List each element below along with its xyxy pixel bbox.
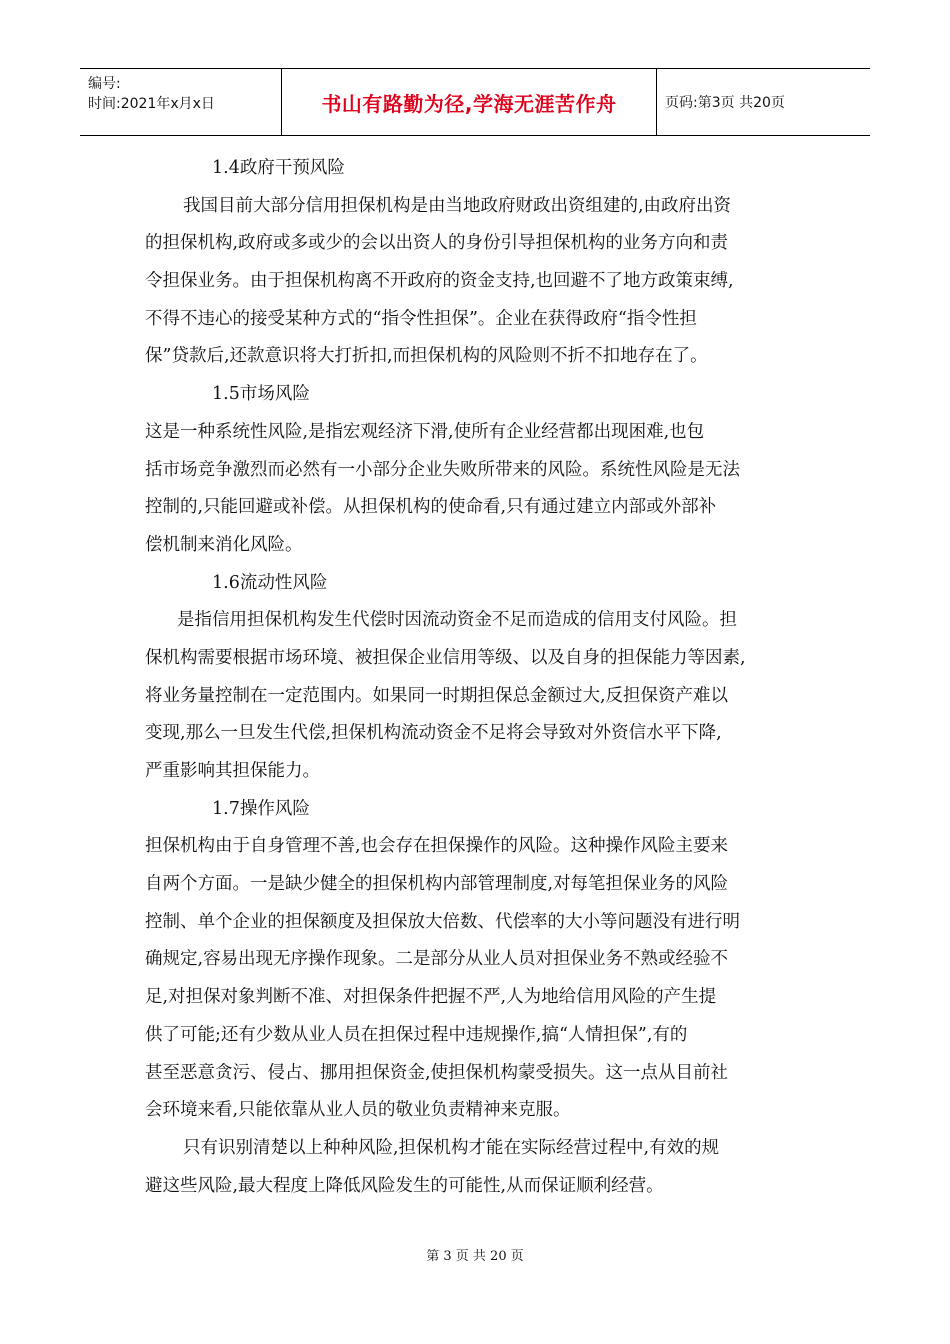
- paragraph-line: 供了可能;还有少数从业人员在担保过程中违规操作,搞“人情担保”,有的: [145, 1024, 688, 1045]
- header-table: [80, 68, 870, 136]
- paragraph-line: 变现,那么一旦发生代偿,担保机构流动资金不足将会导致对外资信水平下降,: [145, 723, 722, 744]
- section-heading: 1.7操作风险: [212, 798, 310, 819]
- header-info-cell: [80, 69, 282, 135]
- document-body: [145, 150, 805, 1205]
- section-heading: 1.6流动性风险: [212, 572, 328, 593]
- paragraph-line: 会环境来看,只能依靠从业人员的敬业负责精神来克服。: [145, 1100, 571, 1121]
- page-footer: 第 3 页 共 20 页: [426, 1249, 524, 1264]
- paragraph-line: 担保机构由于自身管理不善,也会存在担保操作的风险。这种操作风险主要来: [145, 836, 729, 857]
- section-heading: 1.5市场风险: [212, 384, 310, 405]
- paragraph-line: 保”贷款后,还款意识将大打折扣,而担保机构的风险则不折不扣地存在了。: [145, 346, 708, 367]
- paragraph-line: 控制、单个企业的担保额度及担保放大倍数、代偿率的大小等问题没有进行明: [145, 911, 740, 932]
- paragraph-line: 避这些风险,最大程度上降低风险发生的可能性,从而保证顺利经营。: [145, 1175, 664, 1196]
- paragraph-line: 足,对担保对象判断不准、对担保条件把握不严,人为地给信用风险的产生提: [145, 987, 717, 1008]
- paragraph-line: 将业务量控制在一定范围内。如果同一时期担保总金额过大,反担保资产难以: [145, 685, 729, 706]
- doc-number-label: 编号:: [88, 76, 121, 92]
- paragraph-line: 保机构需要根据市场环境、被担保企业信用等级、以及自身的担保能力等因素,: [145, 647, 746, 668]
- paragraph-line: 不得不违心的接受某种方式的“指令性担保”。企业在获得政府“指令性担: [145, 308, 697, 329]
- section-heading: 1.4政府干预风险: [212, 158, 345, 178]
- doc-date-label: 时间:2021年x月x日: [88, 96, 215, 112]
- paragraph-line: 我国目前大部分信用担保机构是由当地政府财政出资组建的,由政府出资: [183, 195, 732, 216]
- paragraph-line: 自两个方面。一是缺少健全的担保机构内部管理制度,对每笔担保业务的风险: [145, 874, 729, 895]
- paragraph-line: 只有识别清楚以上种种风险,担保机构才能在实际经营过程中,有效的规: [183, 1137, 720, 1158]
- paragraph-line: 是指信用担保机构发生代偿时因流动资金不足而造成的信用支付风险。担: [177, 610, 737, 631]
- paragraph-line: 这是一种系统性风险,是指宏观经济下滑,使所有企业经营都出现困难,也包: [145, 421, 705, 442]
- paragraph-line: 确规定,容易出现无序操作现象。二是部分从业人员对担保业务不熟或经验不: [145, 949, 729, 970]
- paragraph-line: 括市场竞争激烈而必然有一小部分企业失败所带来的风险。系统性风险是无法: [145, 459, 740, 480]
- paragraph-line: 严重影响其担保能力。: [145, 761, 320, 781]
- paragraph-line: 甚至恶意贪污、侵占、挪用担保资金,使担保机构蒙受损失。这一点从目前社: [145, 1062, 729, 1083]
- paragraph-line: 令担保业务。由于担保机构离不开政府的资金支持,也回避不了地方政策束缚,: [145, 271, 734, 292]
- header-page-number: 页码:第3页 共20页: [665, 95, 785, 111]
- paragraph-line: 偿机制来消化风险。: [145, 534, 303, 555]
- paragraph-line: 控制的,只能回避或补偿。从担保机构的使命看,只有通过建立内部或外部补: [145, 497, 717, 518]
- paragraph-line: 的担保机构,政府或多或少的会以出资人的身份引导担保机构的业务方向和责: [145, 233, 729, 254]
- header-motto: 书山有路勤为径,学海无涯苦作舟: [282, 69, 657, 135]
